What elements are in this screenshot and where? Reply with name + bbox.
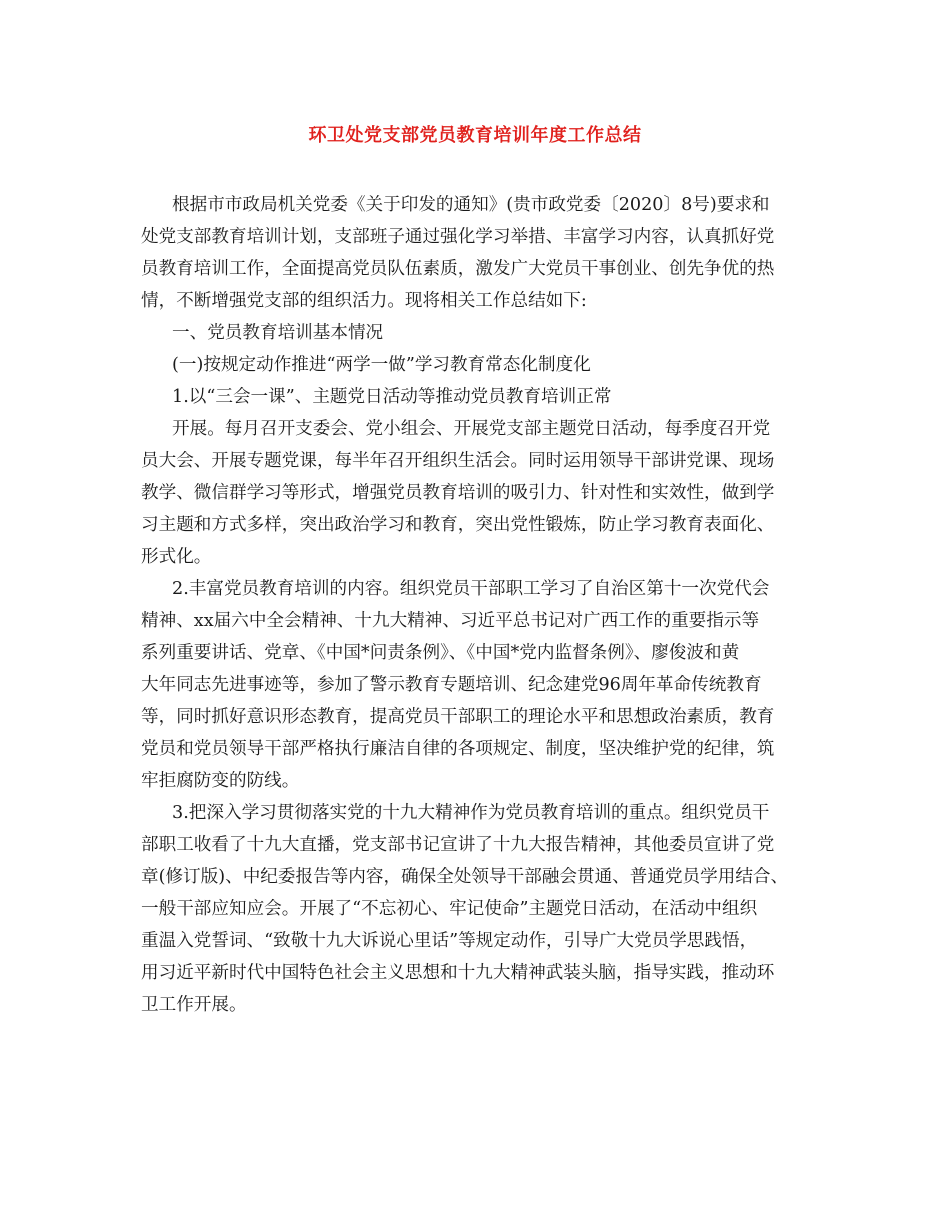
subsection-heading: (一)按规定动作推进“两学一做”学习教育常态化制度化 xyxy=(172,355,591,375)
paragraph-line: 等，同时抓好意识形态教育，提高党员干部职工的理论水平和思想政治素质，教育 xyxy=(141,707,775,727)
section-heading: 一、党员教育培训基本情况 xyxy=(172,323,384,343)
paragraph-line: 系列重要讲话、党章、《中国*问责条例》、《中国*党内监督条例》、廖俊波和黄 xyxy=(141,643,740,663)
paragraph-line: 重温入党誓词、“致敬十九大诉说心里话”等规定动作，引导广大党员学思践悟， xyxy=(141,931,758,951)
paragraph-line: 员教育培训工作，全面提高党员队伍素质，激发广大党员干事创业、创先争优的热 xyxy=(141,259,775,279)
paragraph-line: 党员和党员领导干部严格执行廉洁自律的各项规定、制度，坚决维护党的纪律，筑 xyxy=(141,739,775,759)
document-title: 环卫处党支部党员教育培训年度工作总结 xyxy=(308,125,642,146)
paragraph-line: 大年同志先进事迹等，参加了警示教育专题培训、纪念建党96周年革命传统教育 xyxy=(141,675,762,695)
paragraph-line: 形式化。 xyxy=(141,547,212,567)
paragraph-line: 开展。每月召开支委会、党小组会、开展党支部主题党日活动，每季度召开党 xyxy=(172,419,771,439)
paragraph-line: 1.以“三会一课”、主题党日活动等推动党员教育培训正常 xyxy=(172,387,612,407)
paragraph-line: 章(修订版)、中纪委报告等内容，确保全处领导干部融会贯通、普通党员学用结合、 xyxy=(141,867,789,887)
paragraph-line: 2.丰富党员教育培训的内容。组织党员干部职工学习了自治区第十一次党代会 xyxy=(172,579,770,599)
paragraph-line: 教学、微信群学习等形式，增强党员教育培训的吸引力、针对性和实效性，做到学 xyxy=(141,483,775,503)
paragraph-line: 卫工作开展。 xyxy=(141,995,247,1015)
paragraph-line: 员大会、开展专题党课，每半年召开组织生活会。同时运用领导干部讲党课、现场 xyxy=(141,451,775,471)
paragraph-line: 3.把深入学习贯彻落实党的十九大精神作为党员教育培训的重点。组织党员干 xyxy=(172,803,770,823)
paragraph-line: 一般干部应知应会。开展了“不忘初心、牢记使命”主题党日活动，在活动中组织 xyxy=(141,899,758,919)
paragraph-line: 处党支部教育培训计划，支部班子通过强化学习举措、丰富学习内容，认真抓好党 xyxy=(141,227,775,247)
paragraph-line: 牢拒腐防变的防线。 xyxy=(141,771,300,791)
paragraph-line: 精神、xx届六中全会精神、十九大精神、习近平总书记对广西工作的重要指示等 xyxy=(141,611,760,631)
paragraph-line: 用习近平新时代中国特色社会主义思想和十九大精神武装头脑，指导实践，推动环 xyxy=(141,963,775,983)
paragraph-line: 情，不断增强党支部的组织活力。现将相关工作总结如下: xyxy=(141,291,587,311)
paragraph-line: 根据市市政局机关党委《关于印发的通知》(贵市政党委〔2020〕8号)要求和 xyxy=(172,195,770,215)
paragraph-line: 部职工收看了十九大直播，党支部书记宣讲了十九大报告精神，其他委员宣讲了党 xyxy=(141,835,775,855)
paragraph-line: 习主题和方式多样，突出政治学习和教育，突出党性锻炼，防止学习教育表面化、 xyxy=(141,515,775,535)
